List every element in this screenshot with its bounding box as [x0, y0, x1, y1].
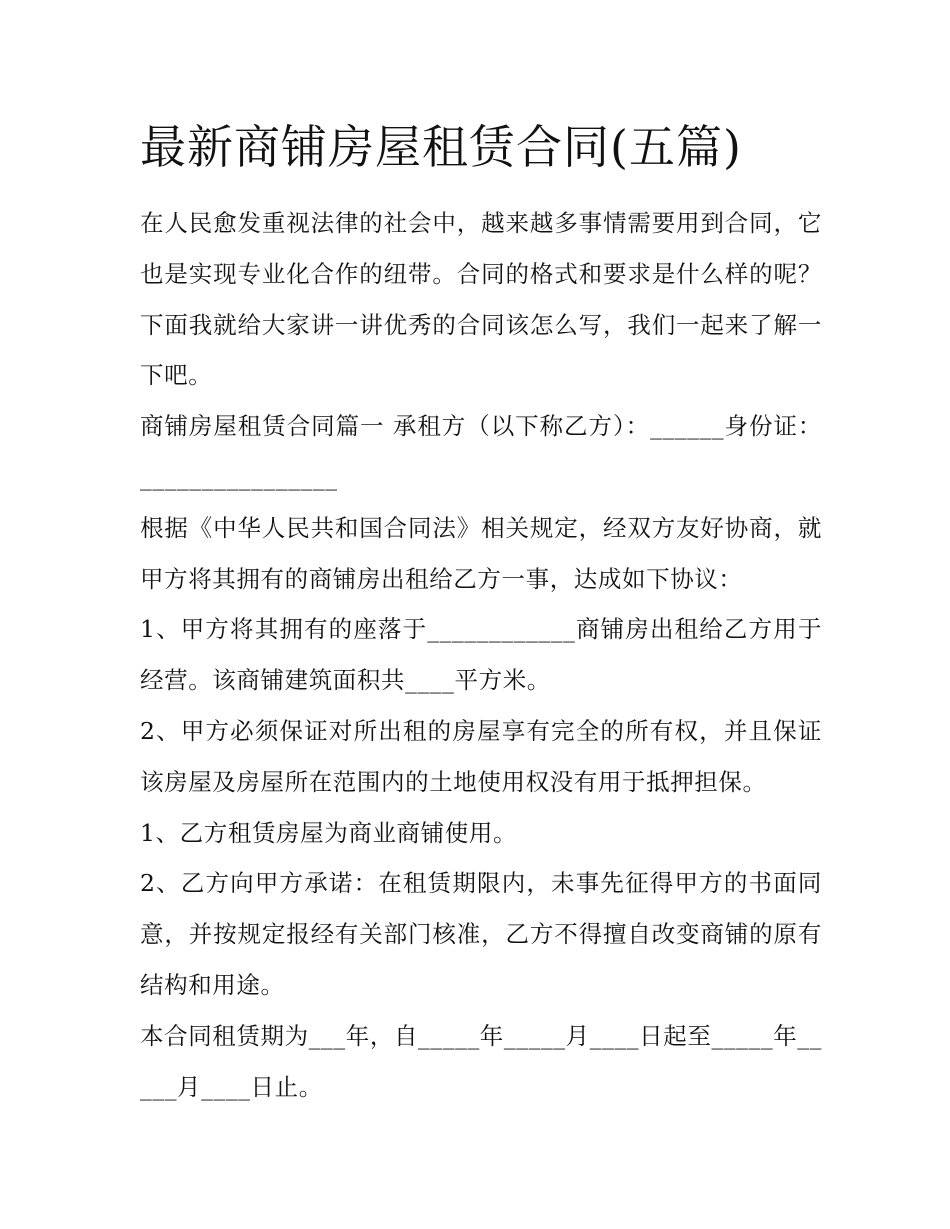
agreement-basis-paragraph: 根据《中华人民共和国合同法》相关规定，经双方友好协商，就甲方将其拥有的商铺房出租给乙方一事，达成如下协议： — [140, 513, 822, 593]
clause-paragraph: 1、乙方租赁房屋为商业商铺使用。 — [140, 818, 518, 847]
clause-paragraph: 1、甲方将其拥有的座落于____________商铺房出租给乙方用于经营。该商铺建筑面积共____平方米。 — [140, 615, 822, 695]
clause-paragraph: 2、乙方向甲方承诺：在租赁期限内，未事先征得甲方的书面同意，并按规定报经有关部门核准，乙方不得擅自改变商铺的原有结构和用途。 — [140, 869, 822, 999]
lease-term-paragraph: 本合同租赁期为___年，自_____年_____月____日起至_____年_____月____日止。 — [140, 1021, 822, 1101]
intro-paragraph: 在人民愈发重视法律的社会中，越来越多事情需要用到合同，它也是实现专业化合作的纽带。合同的格式和要求是什么样的呢？下面我就给大家讲一讲优秀的合同该怎么写，我们一起来了解一下吧。 — [140, 209, 822, 390]
document-title: 最新商铺房屋租赁合同(五篇) — [140, 120, 742, 174]
clause-paragraph: 2、甲方必须保证对所出租的房屋享有完全的所有权，并且保证该房屋及房屋所在范围内的土地使用权没有用于抵押担保。 — [140, 716, 822, 796]
document-body — [140, 198, 822, 1112]
lessee-paragraph: 商铺房屋租赁合同篇一 承租方（以下称乙方）：______身份证：________________ — [140, 412, 822, 491]
